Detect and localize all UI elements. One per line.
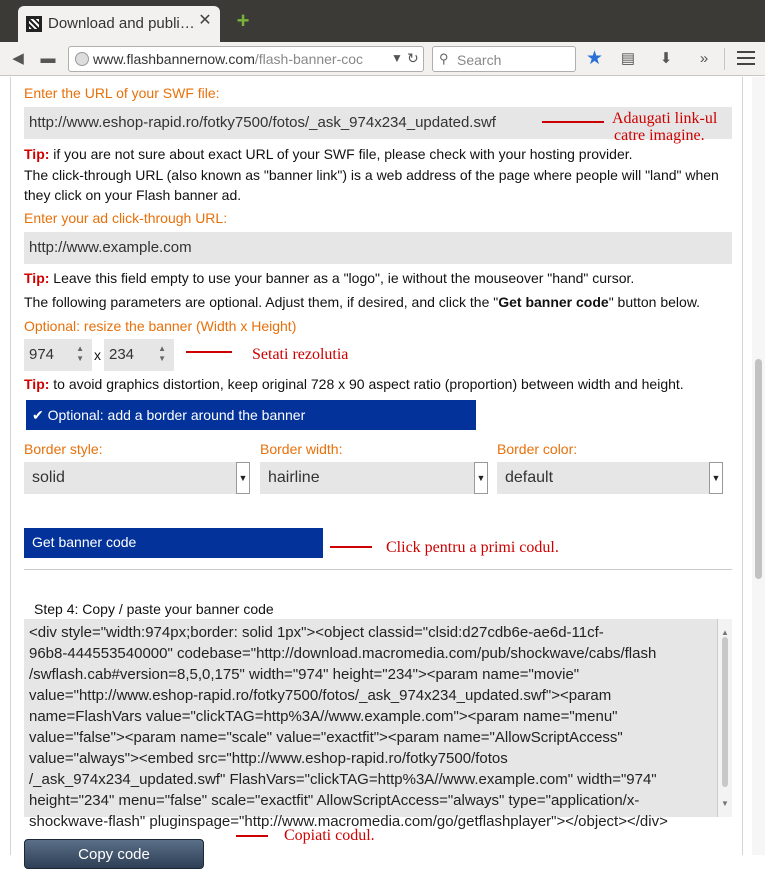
clickthrough-description: The click-through URL (also known as "banner link") is a web address of the page where people will "land" when they click on your Flash banner ad. — [24, 167, 719, 203]
page-content — [0, 77, 765, 863]
annotation-line-2 — [186, 351, 232, 353]
browser-tab[interactable] — [18, 6, 220, 42]
annotation-line-4 — [236, 835, 268, 837]
chevron-down-icon[interactable]: ▼ — [709, 462, 723, 494]
search-bar[interactable] — [432, 46, 576, 72]
checkmark-icon: ✔ — [32, 407, 44, 423]
bookmark-star-icon[interactable]: ★ — [586, 48, 604, 69]
search-icon: ⚲ — [439, 51, 449, 66]
click-url-input[interactable]: http://www.example.com — [24, 232, 732, 264]
section-divider — [24, 569, 732, 570]
annotation-copy-code: Copiati codul. — [284, 827, 375, 844]
stepper-arrows-icon[interactable]: ▲ ▼ — [76, 344, 84, 363]
optional-params-text: The following parameters are optional. Adjust them, if desired, and click the "Get banner code" button below. — [24, 294, 701, 310]
border-color-select[interactable]: default ▼ — [497, 462, 723, 494]
width-stepper[interactable]: 974 ▲ ▼ — [24, 339, 92, 371]
code-line: value="http://www.eshop-rapid.ro/fotky7500/fotos/_ask_974x234_updated.swf"><param — [29, 687, 612, 704]
code-scrollbar[interactable] — [717, 619, 732, 817]
site-favicon-icon — [26, 16, 42, 32]
border-style-select[interactable]: solid ▼ — [24, 462, 250, 494]
tip-aspect-ratio: Tip: to avoid graphics distortion, keep original 728 x 90 aspect ratio (proportion) between width and height. — [24, 376, 684, 392]
download-icon[interactable]: ⬇ — [659, 50, 673, 67]
hamburger-menu-icon[interactable] — [737, 51, 755, 65]
height-stepper[interactable]: 234 ▲ ▼ — [104, 339, 174, 371]
code-line: name=FlashVars value="clickTAG=http%3A//www.example.com"><param name="menu" — [29, 708, 618, 725]
toolbar-divider — [724, 48, 725, 70]
border-toggle-button[interactable]: ✔ Optional: add a border around the banner — [26, 400, 476, 430]
reading-list-icon[interactable]: ▤ — [620, 50, 636, 67]
url-dropdown-icon[interactable]: ▼ — [391, 51, 403, 65]
chevron-down-icon[interactable]: ▼ — [474, 462, 488, 494]
copy-code-button[interactable]: Copy code — [24, 839, 204, 869]
reload-icon[interactable]: ↻ — [407, 50, 419, 66]
search-placeholder: Search — [457, 52, 502, 68]
step4-label: Step 4: Copy / paste your banner code — [34, 601, 274, 617]
size-separator: x — [94, 347, 101, 363]
banner-code-textarea[interactable] — [24, 619, 732, 830]
navigation-bar — [0, 42, 765, 76]
code-line: 96b8-444553540000" codebase="http://download.macromedia.com/pub/shockwave/cabs/flash — [29, 645, 657, 662]
swf-url-input[interactable]: http://www.eshop-rapid.ro/fotky7500/fotos/_ask_974x234_updated.swf — [24, 107, 732, 139]
code-scroll-thumb[interactable] — [722, 637, 728, 787]
back-arrow-icon[interactable]: ◀ — [12, 50, 24, 67]
border-width-label: Border width: — [260, 441, 343, 457]
page-scroll-thumb[interactable] — [755, 359, 762, 579]
tip-swf: Tip: if you are not sure about exact URL of your SWF file, please check with your hosting provider. — [24, 146, 633, 162]
border-color-label: Border color: — [497, 441, 578, 457]
url-text: www.flashbannernow.com/flash-banner-coc — [93, 51, 364, 67]
code-line: /_ask_974x234_updated.swf" FlashVars="clickTAG=http%3A//www.example.com" width="974" — [29, 771, 657, 788]
scroll-down-icon[interactable]: ▼ — [721, 799, 729, 808]
annotation-add-link: Adaugati link-ul catre imagine. — [612, 110, 718, 144]
page-scrollbar[interactable] — [752, 77, 765, 855]
click-url-label: Enter your ad click-through URL: — [24, 210, 228, 226]
stepper-arrows-icon[interactable]: ▲ ▼ — [158, 344, 166, 363]
code-line: value="false"><param name="scale" value="exactfit"><param name="AllowScriptAccess" — [29, 729, 623, 746]
scroll-up-icon[interactable]: ▲ — [721, 628, 729, 637]
border-style-label: Border style: — [24, 441, 103, 457]
code-line: <div style="width:974px;border: solid 1px"><object classid="clsid:d27cdb6e-ae6d-11cf- — [29, 624, 604, 641]
new-tab-icon[interactable]: + — [236, 8, 250, 33]
code-line: /swflash.cab#version=8,5,0,175" width="974" height="234"><param name="movie" — [29, 666, 580, 683]
code-line: height="234" menu="false" scale="exactfit" AllowScriptAccess="always" type="application/x- — [29, 792, 640, 809]
code-line: shockwave-flash" pluginspage="http://www.macromedia.com/go/getflashplayer"></object></div> — [29, 813, 668, 830]
annotation-click-code: Click pentru a primi codul. — [386, 539, 559, 556]
chevron-down-icon[interactable]: ▼ — [236, 462, 250, 494]
annotation-set-resolution: Setati rezolutia — [252, 346, 349, 363]
annotation-line-3 — [330, 546, 372, 548]
tab-groups-icon[interactable]: ▬ — [40, 50, 56, 67]
get-banner-code-button[interactable]: Get banner code — [24, 528, 323, 558]
code-line: value="always"><embed src="http://www.eshop-rapid.ro/fotky7500/fotos — [29, 750, 508, 767]
tab-title: Download and publi… — [48, 15, 195, 32]
title-bar — [0, 0, 765, 42]
resize-label: Optional: resize the banner (Width x Height) — [24, 318, 297, 334]
tab-close-icon[interactable]: ✕ — [198, 12, 212, 29]
swf-url-label: Enter the URL of your SWF file: — [24, 85, 220, 101]
url-bar[interactable] — [68, 46, 424, 72]
globe-icon — [75, 52, 89, 66]
border-width-select[interactable]: hairline ▼ — [260, 462, 488, 494]
overflow-chevron-icon[interactable]: » — [699, 50, 709, 67]
tip-click-url: Tip: Leave this field empty to use your banner as a "logo", ie without the mouseover "hand" cursor. — [24, 270, 635, 286]
annotation-line-1 — [542, 121, 604, 123]
